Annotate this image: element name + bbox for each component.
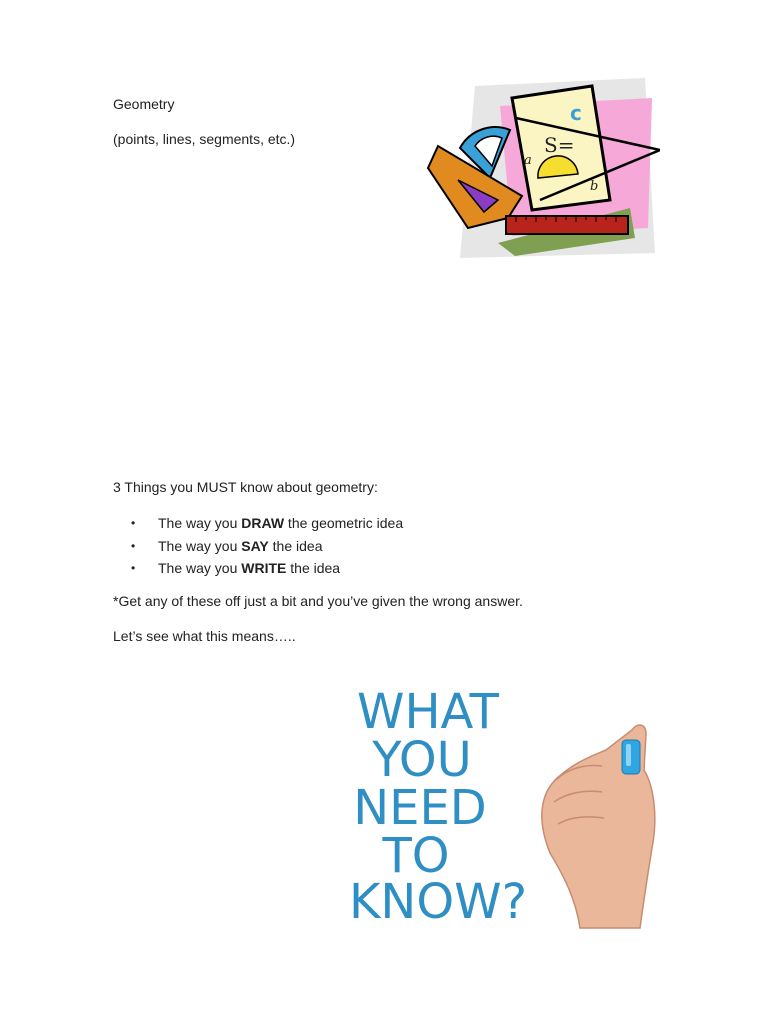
bold-keyword: SAY (241, 537, 269, 554)
bold-keyword: DRAW (241, 515, 285, 531)
bullet-glyph: • (131, 538, 136, 553)
page-subtitle: (points, lines, segments, etc.) (113, 131, 296, 147)
intro-text: 3 Things you MUST know about geometry: (113, 479, 378, 495)
page-title: Geometry (113, 96, 175, 112)
list-item: • The way you SAY the idea (131, 535, 403, 558)
bullet-glyph: • (131, 516, 136, 530)
banner-line: YOU (372, 732, 472, 788)
banner-line: TO (382, 828, 450, 884)
clipart-label-s: S= (544, 133, 575, 157)
list-item: • The way you WRITE the idea (131, 557, 403, 580)
bullet-list (131, 512, 403, 580)
clipart-label-a: a (524, 153, 532, 168)
banner-line: KNOW? (348, 874, 528, 930)
banner-line: WHAT (357, 684, 499, 740)
hand-with-marker-icon (542, 725, 655, 928)
warning-note: *Get any of these off just a bit and you’ve given the wrong answer. (113, 593, 523, 609)
banner-line: NEED (353, 780, 487, 836)
what-you-need-to-know-banner (340, 678, 680, 938)
banner-text (349, 684, 527, 930)
lets-see-text: Let’s see what this means….. (113, 628, 296, 644)
geometry-tools-clipart-icon (420, 68, 660, 263)
clipart-label-b: b (590, 179, 599, 194)
bold-keyword: WRITE (241, 560, 287, 576)
clipart-label-c: c (570, 101, 582, 125)
bullet-glyph: • (131, 561, 136, 575)
list-item: • The way you DRAW the geometric idea (131, 512, 403, 535)
